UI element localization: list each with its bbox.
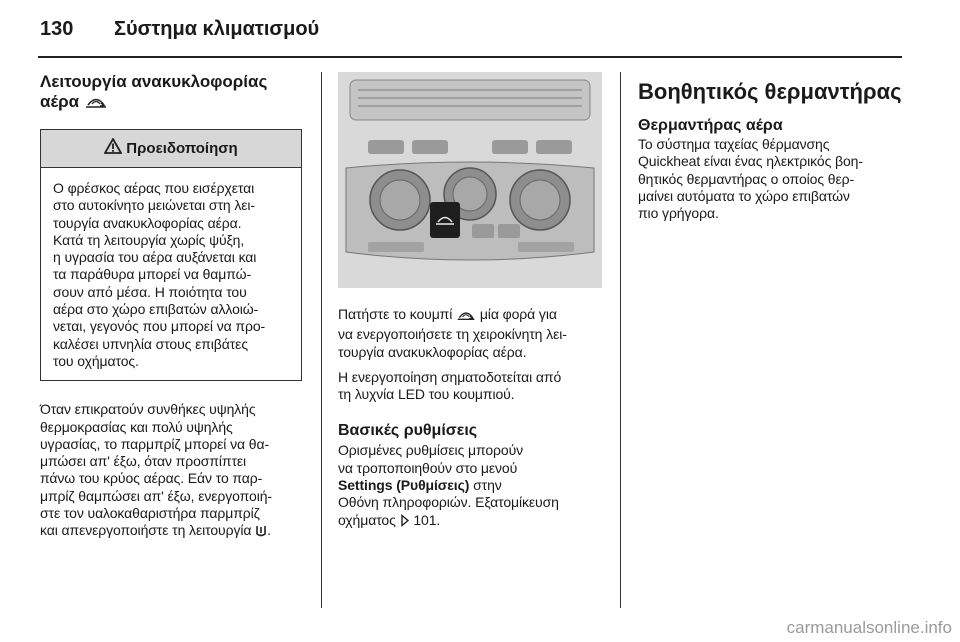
column-divider (321, 72, 322, 608)
column-divider (620, 72, 621, 608)
warning-line: νεται, γεγονός που μπορεί να προ- (53, 318, 266, 335)
paragraph-line: υγρασίας, το παρμπρίζ μπορεί να θα- (40, 435, 270, 452)
paragraph-line (338, 306, 608, 326)
paragraph-line: θητικός θερμαντήρας ο οποίος θερ- (638, 170, 855, 187)
warning-line: η υγρασία του αέρα αυξάνεται και (53, 249, 257, 266)
chapter-title: Σύστημα κλιματισμού (114, 18, 320, 40)
warning-line: Ο φρέσκος αέρας που εισέρχεται (53, 180, 255, 196)
paragraph-line: Το σύστημα ταχείας θέρμανσης (638, 136, 830, 152)
paragraph-line: Οθόνη πληροφοριών. Εξατομίκευση (338, 494, 559, 511)
paragraph-line: μπώσει απ' έξω, όταν προσπίπτει (40, 453, 247, 470)
basic-settings-heading: Βασικές ρυθμίσεις (338, 422, 478, 440)
paragraph-text: και απενεργοποιήστε τη λειτουργία (40, 522, 252, 539)
recirc-instruction (338, 306, 608, 361)
warning-line: στο αυτοκίνητο μειώνεται στη λει- (53, 197, 255, 214)
wiper-icon (255, 524, 267, 541)
paragraph-line (338, 477, 608, 494)
warning-box (40, 129, 302, 381)
paragraph-text: Πατήστε το κουμπί (338, 306, 453, 322)
paragraph-line: μαίνει αυτόματα το χώρο επιβατών (638, 187, 850, 204)
section-heading-recirculation (40, 72, 302, 115)
paragraph-line: θερμοκρασίας και πολύ υψηλής (40, 418, 233, 435)
warning-line: τουργία ανακυκλοφορίας αέρα. (53, 214, 242, 231)
paragraph-line: μπρίζ θαμπώσει απ' έξω, ενεργοποιή- (40, 487, 272, 504)
page-number: 130 (40, 18, 74, 40)
paragraph-line (338, 512, 608, 531)
page-reference-icon (400, 514, 410, 531)
middle-column (338, 72, 608, 531)
fogging-paragraph (40, 401, 302, 541)
paragraph-line: Η ενεργοποίηση σηματοδοτείται από (338, 368, 562, 385)
warning-line: του οχήματος. (53, 352, 139, 369)
heading-line (40, 92, 302, 115)
recirculation-icon (456, 309, 476, 326)
paragraph-line: πιο γρήγορα. (638, 205, 719, 222)
paragraph-text: στην (469, 477, 502, 494)
paragraph-line: τη λυχνία LED του κουμπιού. (338, 386, 515, 403)
warning-line: καλέσει υπνηλία στους επιβάτες (53, 335, 248, 352)
paragraph-line: να ενεργοποιήσετε τη χειροκίνητη λει- (338, 326, 567, 343)
paragraph-text: οχήματος (338, 511, 396, 528)
warning-line: σουν από μέσα. Η ποιότητα του (53, 283, 247, 300)
warning-header (41, 130, 301, 168)
paragraph-text: μία φορά για (479, 306, 557, 322)
warning-title: Προειδοποίηση (126, 140, 238, 157)
auxiliary-heater-heading: Βοηθητικός θερμαντήρας (638, 79, 902, 104)
quickheat-paragraph (638, 136, 910, 222)
paragraph-line: Όταν επικρατούν συνθήκες υψηλής (40, 401, 256, 418)
paragraph-line: Quickheat είναι ένας ηλεκτρικός βοη- (638, 153, 863, 170)
settings-menu-label: Settings (Ρυθμίσεις) (338, 477, 470, 494)
warning-text (41, 168, 301, 380)
watermark: carmanualsonline.info (786, 618, 952, 637)
right-column (638, 72, 910, 222)
recirculation-icon (84, 95, 108, 115)
header-rule (38, 56, 902, 58)
paragraph-line: να τροποποιηθούν στο μενού (338, 459, 518, 476)
paragraph-line (40, 522, 302, 541)
settings-paragraph (338, 442, 608, 530)
heading-line: Λειτουργία ανακυκλοφορίας (40, 72, 268, 91)
paragraph-line: Ορισμένες ρυθμίσεις μπορούν (338, 442, 524, 459)
paragraph-text: . (267, 522, 271, 539)
paragraph-line: στε τον υαλοκαθαριστήρα παρμπρίζ (40, 505, 260, 522)
heading-text: αέρα (40, 92, 80, 111)
left-column (40, 72, 302, 542)
led-paragraph (338, 369, 608, 404)
warning-line: τα παράθυρα μπορεί να θαμπώ- (53, 266, 252, 283)
warning-line: αέρα στο χώρο επιβατών αλλοιώ- (53, 301, 259, 318)
air-heater-subheading: Θερμαντήρας αέρα (638, 117, 783, 134)
climate-control-photo (338, 72, 602, 288)
warning-line: Κατά τη λειτουργία χωρίς ψύξη, (53, 231, 245, 248)
page-reference[interactable]: 101. (413, 511, 441, 528)
paragraph-line: πάνω του κρύος αέρας. Εάν το παρ- (40, 470, 263, 487)
warning-triangle-icon (104, 138, 122, 159)
paragraph-line: τουργία ανακυκλοφορίας αέρα. (338, 343, 527, 360)
page-header (40, 18, 319, 42)
